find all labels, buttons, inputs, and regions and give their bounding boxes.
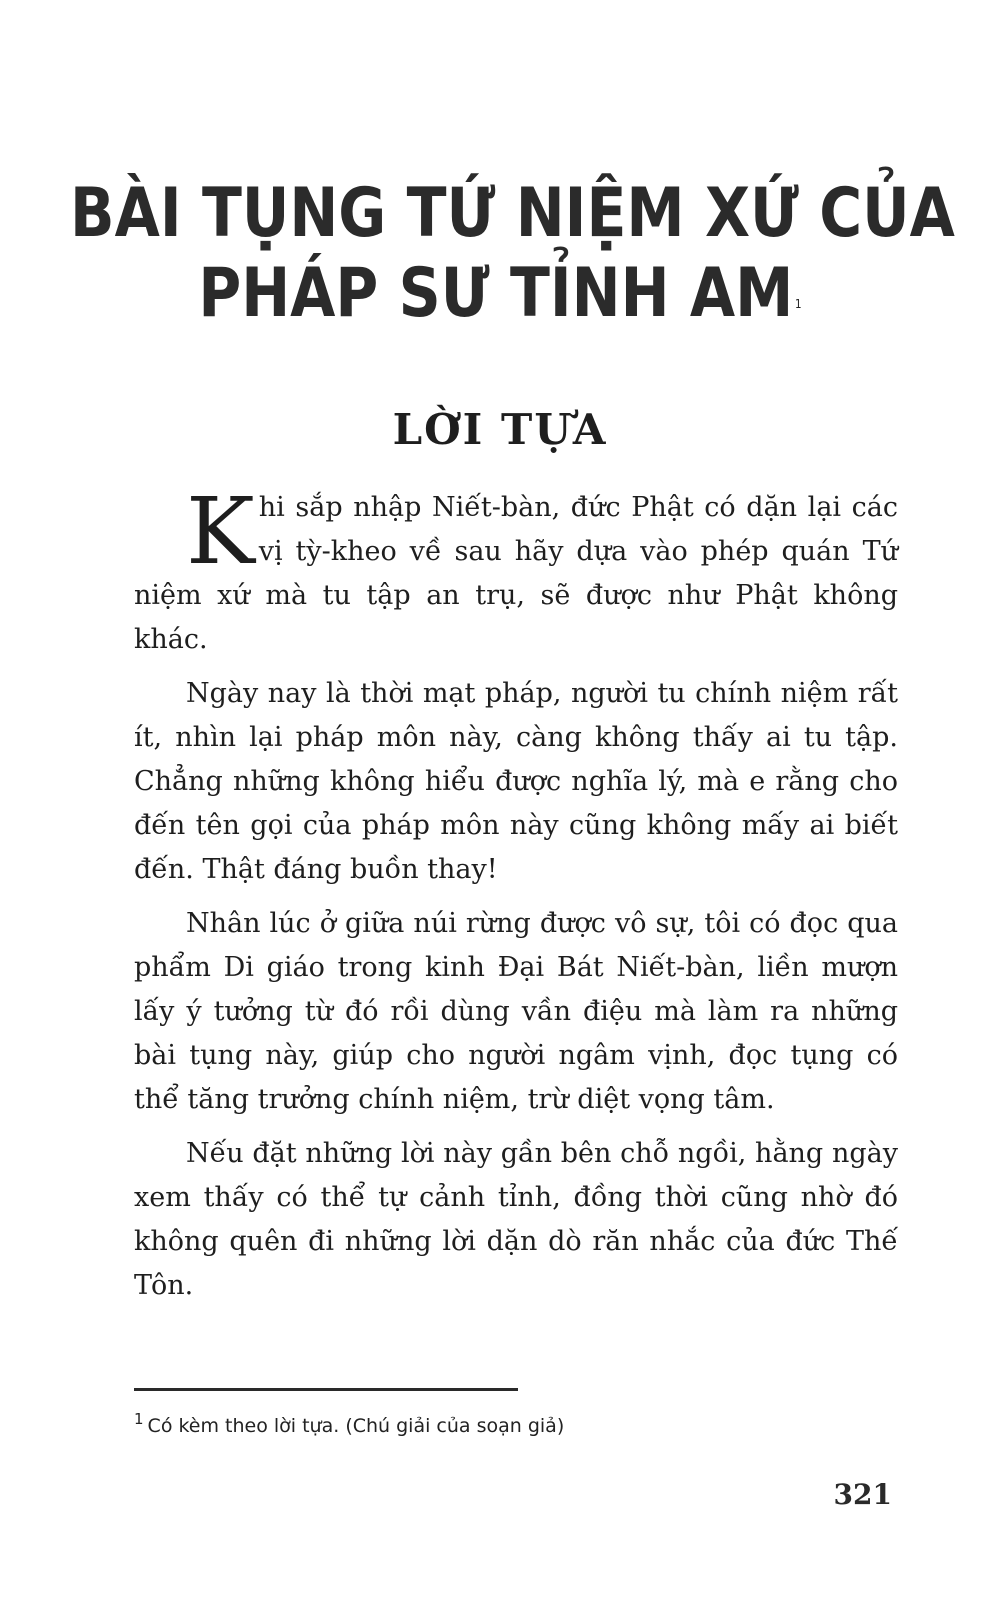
section-title: LỜI TỰA — [392, 404, 608, 454]
body-text — [134, 478, 898, 1318]
paragraph-2: Ngày nay là thời mạt pháp, người tu chính niệm rất ít, nhìn lại pháp môn này, càng không thấy ai tu tập. Chẳng những không hiểu được nghĩa lý, mà e rằng cho đến tên gọi của pháp môn này cũng không mấy ai biết đến. Thật đáng buồn thay! — [134, 678, 898, 885]
footnote-reference: 1 — [795, 296, 802, 311]
paragraph-4: Nếu đặt những lời này gần bên chỗ ngồi, hằng ngày xem thấy có thể tự cảnh tỉnh, đồng thời cũng nhờ đó không quên đi những lời dặn dò răn nhắc của đức Thế Tôn. — [134, 1138, 898, 1301]
footnote-divider — [134, 1388, 518, 1391]
paragraph-3: Nhân lúc ở giữa núi rừng được vô sự, tôi có đọc qua phẩm Di giáo trong kinh Đại Bát Niết-bàn, liền mượn lấy ý tưởng từ đó rồi dùng vần điệu mà làm ra những bài tụng này, giúp cho người ngâm vịnh, đọc tụng có thể tăng trưởng chính niệm, trừ diệt vọng tâm. — [134, 908, 898, 1115]
chapter-title-line-2 — [70, 254, 930, 344]
chapter-title — [70, 173, 955, 344]
footnote-text: Có kèm theo lời tựa. (Chú giải của soạn giả) — [147, 1415, 565, 1437]
chapter-title-line-2-text: PHÁP SƯ TỈNH AM — [198, 253, 794, 333]
footnote — [134, 1410, 564, 1437]
drop-cap: K — [186, 478, 255, 585]
page-number: 321 — [833, 1478, 892, 1511]
footnote-number: 1 — [134, 1410, 144, 1428]
chapter-title-line-1: BÀI TỤNG TỨ NIỆM XỨ CỦA — [70, 173, 955, 253]
paragraph-1-text: hi sắp nhập Niết-bàn, đức Phật có dặn lại các vị tỳ-kheo về sau hãy dựa vào phép quán Tứ niệm xứ mà tu tập an trụ, sẽ được như Phật không khác. — [134, 492, 898, 655]
paragraph-1 — [134, 478, 898, 662]
